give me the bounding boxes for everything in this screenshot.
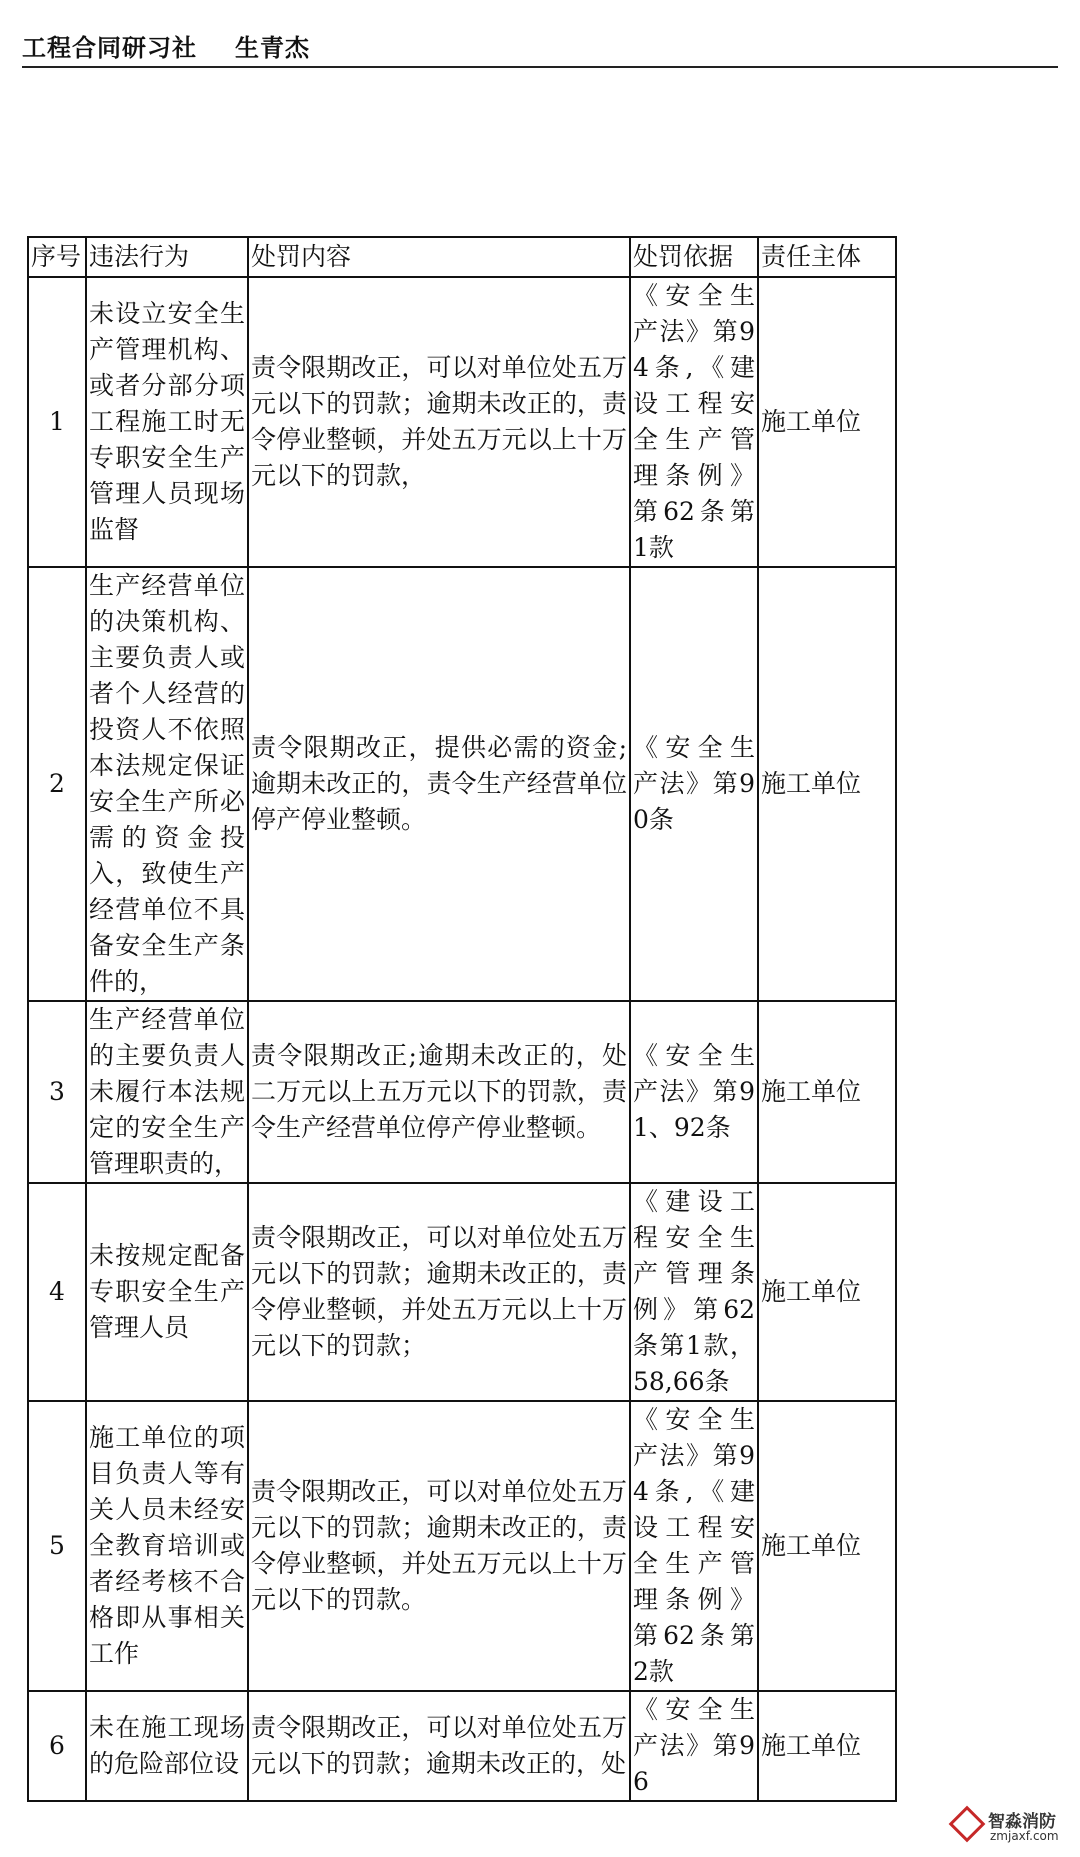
table-row <box>28 277 896 567</box>
cell-subject: 施工单位 <box>758 567 896 1001</box>
cell-violation: 未按规定配备专职安全生产管理人员 <box>86 1183 248 1401</box>
cell-subject: 施工单位 <box>758 1001 896 1183</box>
cell-seq: 3 <box>28 1001 86 1183</box>
cell-seq: 6 <box>28 1691 86 1801</box>
cell-seq: 2 <box>28 567 86 1001</box>
table-row <box>28 1691 896 1801</box>
cell-violation: 施工单位的项目负责人等有关人员未经安全教育培训或者经考核不合格即从事相关工作 <box>86 1401 248 1691</box>
watermark-title: 智淼消防 <box>988 1812 1056 1832</box>
cell-violation: 生产经营单位的决策机构、主要负责人或者个人经营的投资人不依照本法规定保证安全生产所必需的资金投入，致使生产经营单位不具备安全生产条件的， <box>86 567 248 1001</box>
cell-seq: 1 <box>28 277 86 567</box>
cell-seq: 5 <box>28 1401 86 1691</box>
cell-basis: 《安全生产法》第96 <box>630 1691 758 1801</box>
diamond-logo-icon <box>949 1806 986 1843</box>
cell-seq: 4 <box>28 1183 86 1401</box>
cell-violation: 未在施工现场的危险部位设 <box>86 1691 248 1801</box>
header-org: 工程合同研习社 <box>22 34 197 62</box>
col-header-subject: 责任主体 <box>758 237 896 277</box>
cell-violation: 生产经营单位的主要负责人未履行本法规定的安全生产管理职责的， <box>86 1001 248 1183</box>
col-header-penalty: 处罚内容 <box>248 237 630 277</box>
cell-penalty: 责令限期改正;逾期未改正的，处二万元以上五万元以下的罚款，责令生产经营单位停产停业整顿。 <box>248 1001 630 1183</box>
cell-basis: 《安全生产法》第90条 <box>630 567 758 1001</box>
table-row <box>28 1183 896 1401</box>
watermark-url: zmjaxf.com <box>990 1829 1059 1843</box>
table-row <box>28 1001 896 1183</box>
cell-basis: 《安全生产法》第94条,《建设工程安全生产管理条例》第62条第2款 <box>630 1401 758 1691</box>
col-header-violation: 违法行为 <box>86 237 248 277</box>
cell-penalty: 责令限期改正，可以对单位处五万元以下的罚款；逾期未改正的，责令停业整顿，并处五万元以上十万元以下的罚款。 <box>248 1401 630 1691</box>
cell-subject: 施工单位 <box>758 277 896 567</box>
col-header-seq: 序号 <box>28 237 86 277</box>
cell-violation: 未设立安全生产管理机构、或者分部分项工程施工时无专职安全生产管理人员现场监督 <box>86 277 248 567</box>
cell-subject: 施工单位 <box>758 1401 896 1691</box>
cell-penalty: 责令限期改正，提供必需的资金;逾期未改正的，责令生产经营单位停产停业整顿。 <box>248 567 630 1001</box>
cell-basis: 《安全生产法》第94条,《建设工程安全生产管理条例》第62条第1款 <box>630 277 758 567</box>
cell-basis: 《建设工程安全生产管理条例》第62条第1款，58,66条 <box>630 1183 758 1401</box>
penalty-table <box>27 236 897 1802</box>
cell-penalty: 责令限期改正，可以对单位处五万元以下的罚款；逾期未改正的，责令停业整顿，并处五万元以上十万元以下的罚款， <box>248 277 630 567</box>
cell-penalty: 责令限期改正，可以对单位处五万元以下的罚款；逾期未改正的，责令停业整顿，并处五万元以上十万元以下的罚款； <box>248 1183 630 1401</box>
cell-penalty: 责令限期改正，可以对单位处五万元以下的罚款；逾期未改正的，处 <box>248 1691 630 1801</box>
site-watermark <box>954 1807 1064 1847</box>
table-row <box>28 1401 896 1691</box>
table-header-row <box>28 237 896 277</box>
header-author: 生青杰 <box>235 34 310 62</box>
page-header <box>22 28 1058 68</box>
table-row <box>28 567 896 1001</box>
cell-subject: 施工单位 <box>758 1183 896 1401</box>
cell-subject: 施工单位 <box>758 1691 896 1801</box>
col-header-basis: 处罚依据 <box>630 237 758 277</box>
cell-basis: 《安全生产法》第91、92条 <box>630 1001 758 1183</box>
